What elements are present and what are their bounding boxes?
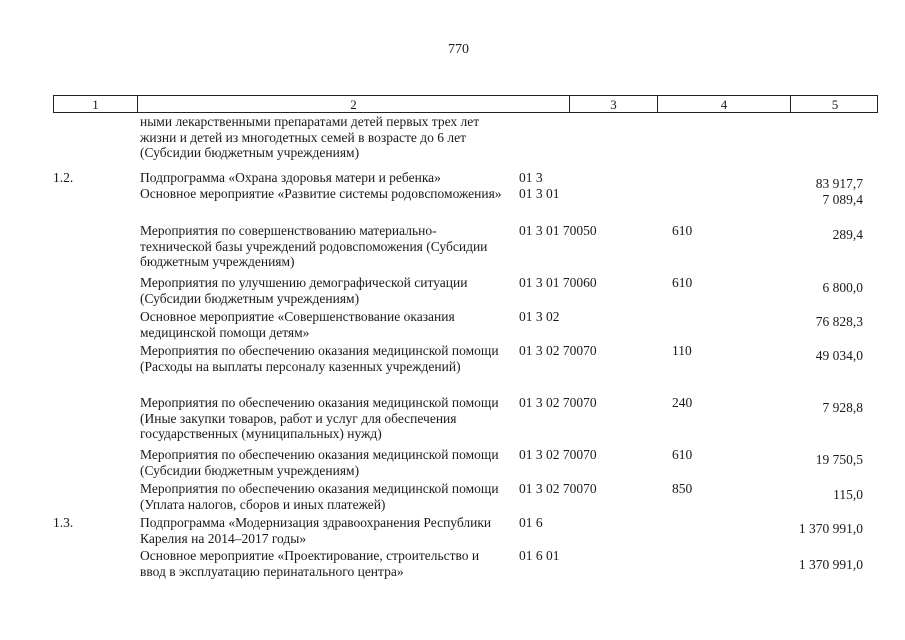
row-kind: 850 [672, 481, 693, 496]
row-sum: 289,4 [832, 227, 863, 242]
row-kind: 240 [672, 395, 693, 410]
row-name: Основное мероприятие «Развитие системы родовспоможения» [140, 186, 502, 201]
row-code: 01 3 02 70070 [519, 343, 597, 358]
row-code: 01 3 01 70060 [519, 275, 597, 290]
row-code: 01 3 02 70070 [519, 395, 597, 410]
row-sum: 115,0 [833, 487, 863, 502]
row-sum: 7 089,4 [822, 192, 863, 207]
row-name: Мероприятия по обеспечению оказания медицинской помощи (Уплата налогов, сборов и иных платежей) [140, 481, 499, 512]
row-name: ными лекарственными препаратами детей первых трех лет жизни и детей из многодетных семей в возрасте до 6 лет (Субсидии бюджетным учреждениям) [140, 114, 480, 160]
header-col-1: 1 [54, 96, 138, 112]
row-name: Подпрограмма «Модернизация здравоохранения Республики Карелия на 2014–2017 годы» [140, 515, 492, 546]
row-name: Основное мероприятие «Проектирование, строительство и ввод в эксплуатацию перинатального центра» [140, 548, 480, 579]
row-kind: 110 [672, 343, 692, 358]
row-kind: 610 [672, 447, 693, 462]
row-sum: 19 750,5 [815, 452, 863, 467]
row-sum: 83 917,7 [815, 176, 863, 191]
row-code: 01 3 02 70070 [519, 481, 597, 496]
row-name: Подпрограмма «Охрана здоровья матери и ребенка» [140, 170, 441, 185]
row-sum: 1 370 991,0 [798, 521, 863, 536]
row-code: 01 6 [519, 515, 543, 530]
table-header [53, 95, 878, 113]
row-sum: 1 370 991,0 [798, 557, 863, 572]
row-code: 01 3 [519, 170, 543, 185]
row-name: Мероприятия по совершенствованию материально-технической базы учреждений родовспоможения (Субсидии бюджетным учреждениям) [140, 223, 488, 269]
row-sum: 49 034,0 [815, 348, 863, 363]
row-code: 01 6 01 [519, 548, 560, 563]
row-number: 1.2. [53, 170, 74, 185]
row-name: Мероприятия по улучшению демографической ситуации (Субсидии бюджетным учреждениям) [140, 275, 468, 306]
row-sum: 7 928,8 [822, 400, 863, 415]
row-kind: 610 [672, 223, 693, 238]
row-name: Мероприятия по обеспечению оказания медицинской помощи (Субсидии бюджетным учреждениям) [140, 447, 499, 478]
header-col-5: 5 [831, 97, 839, 112]
header-col-4: 4 [658, 96, 791, 112]
header-col-3: 3 [570, 96, 658, 112]
row-code: 01 3 01 [519, 186, 560, 201]
row-kind: 610 [672, 275, 693, 290]
row-sum: 6 800,0 [822, 280, 863, 295]
row-code: 01 3 02 [519, 309, 560, 324]
row-name: Мероприятия по обеспечению оказания медицинской помощи (Иные закупки товаров, работ и услуг для обеспечения государственных (муниципальных) нужд) [140, 395, 499, 441]
row-number: 1.3. [53, 515, 74, 530]
row-name: Мероприятия по обеспечению оказания медицинской помощи (Расходы на выплаты персоналу казенных учреждений) [140, 343, 499, 374]
row-sum: 76 828,3 [815, 314, 863, 329]
header-col-2: 2 [138, 96, 570, 112]
page-number: 770 [448, 42, 469, 57]
row-code: 01 3 02 70070 [519, 447, 597, 462]
row-code: 01 3 01 70050 [519, 223, 597, 238]
row-name: Основное мероприятие «Совершенствование оказания медицинской помощи детям» [140, 309, 455, 340]
